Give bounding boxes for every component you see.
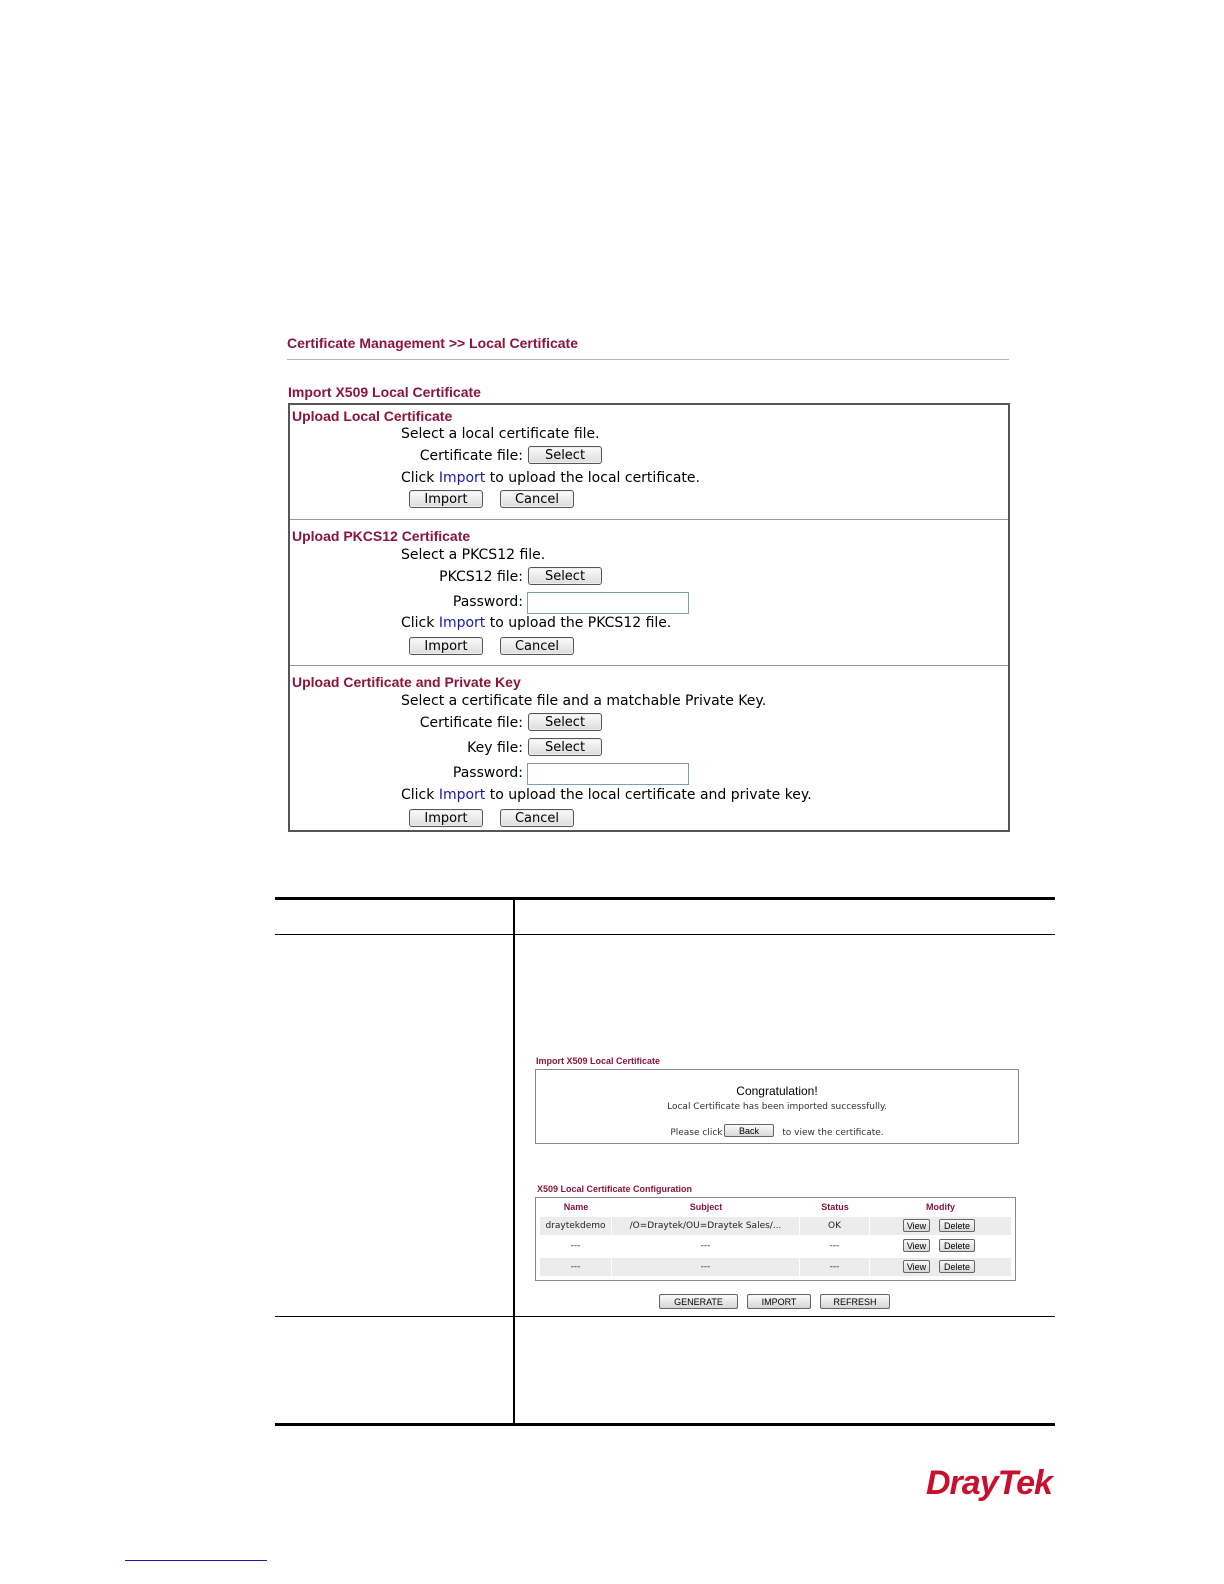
import-button[interactable]: Import (409, 637, 483, 655)
cell-subject: /O=Draytek/OU=Draytek Sales/... (612, 1217, 800, 1235)
cell-name: draytekdemo (540, 1217, 612, 1235)
column-header-subject: Subject (689, 1202, 723, 1212)
config-section-title: X509 Local Certificate Configuration (537, 1184, 693, 1194)
click-prefix: Click (401, 615, 435, 631)
upload-key-title: Upload Certificate and Private Key (292, 674, 521, 690)
select-cert-file-button[interactable]: Select (528, 446, 602, 464)
cancel-button[interactable]: Cancel (500, 490, 574, 508)
draytek-logo: DrayTek (926, 1464, 1052, 1502)
upload-local-section (290, 405, 1008, 519)
import-button[interactable]: Import (409, 490, 483, 508)
upload-pkcs12-click-text (401, 615, 671, 631)
upload-local-click-text (401, 470, 700, 486)
cell-status: --- (800, 1258, 870, 1276)
delete-button[interactable]: Delete (939, 1239, 975, 1252)
breadcrumb: Certificate Management >> Local Certificate (287, 335, 578, 351)
table-row (540, 1237, 1011, 1255)
upload-pkcs12-title: Upload PKCS12 Certificate (292, 528, 471, 544)
back-button[interactable]: Back (724, 1124, 774, 1137)
congrats-heading: Congratulation! (736, 1084, 818, 1098)
import-link: Import (438, 615, 486, 631)
column-header-status: Status (821, 1202, 849, 1212)
refresh-button[interactable]: REFRESH (820, 1294, 890, 1309)
congrats-message: Local Certificate has been imported successfully. (667, 1102, 887, 1112)
cert-file-label: Certificate file: (419, 715, 523, 731)
cell-status: OK (800, 1217, 870, 1235)
upload-key-section (290, 665, 1008, 831)
upload-key-instruction: Select a certificate file and a matchable Private Key. (401, 693, 767, 709)
upload-pkcs12-section (290, 519, 1008, 666)
upload-key-click-text (401, 787, 812, 803)
cell-subject: --- (700, 1241, 711, 1251)
table-column-divider (513, 897, 515, 1426)
table-bottom-rule (275, 1423, 1055, 1426)
pkcs12-file-label: PKCS12 file: (439, 569, 523, 585)
key-file-label: Key file: (467, 740, 523, 756)
table-top-rule (275, 897, 1055, 900)
column-header-name: Name (563, 1202, 589, 1212)
import-panel (288, 403, 1010, 832)
congrats-box (535, 1069, 1019, 1144)
click-prefix: Click (401, 470, 435, 486)
import-certificate-button[interactable]: IMPORT (747, 1294, 811, 1309)
key-password-label: Password: (452, 765, 523, 781)
congrats-back-line (536, 1128, 1018, 1138)
generate-button[interactable]: GENERATE (659, 1294, 738, 1309)
cancel-button[interactable]: Cancel (500, 637, 574, 655)
breadcrumb-divider (287, 359, 1009, 360)
table-row (540, 1217, 1011, 1235)
key-password-input[interactable] (527, 763, 689, 785)
footer-link-underline (125, 1560, 267, 1561)
view-button[interactable]: View (903, 1260, 930, 1273)
table-row-divider (275, 934, 1055, 935)
config-table (535, 1197, 1016, 1281)
upload-local-instruction: Select a local certificate file. (401, 426, 600, 442)
section-title: Import X509 Local Certificate (288, 384, 481, 400)
table-row (540, 1258, 1011, 1276)
cell-name: --- (570, 1241, 581, 1251)
select-key-file-button[interactable]: Select (528, 738, 602, 756)
click-suffix: to upload the local certificate. (489, 470, 700, 486)
import-button[interactable]: Import (409, 809, 483, 827)
pkcs12-password-label: Password: (452, 594, 523, 610)
upload-pkcs12-instruction: Select a PKCS12 file. (401, 547, 546, 563)
click-prefix: Click (401, 787, 435, 803)
congrats-section-title: Import X509 Local Certificate (536, 1056, 661, 1066)
select-cert-file-button[interactable]: Select (528, 713, 602, 731)
cell-name: --- (540, 1258, 612, 1276)
view-button[interactable]: View (903, 1239, 930, 1252)
pkcs12-password-input[interactable] (527, 592, 689, 614)
cell-status: --- (829, 1241, 840, 1251)
please-click-text: Please click (670, 1128, 723, 1138)
cell-subject: --- (612, 1258, 800, 1276)
import-link: Import (438, 470, 486, 486)
click-suffix: to upload the local certificate and private key. (489, 787, 812, 803)
import-link: Import (438, 787, 486, 803)
delete-button[interactable]: Delete (939, 1219, 975, 1232)
delete-button[interactable]: Delete (939, 1260, 975, 1273)
select-pkcs12-file-button[interactable]: Select (528, 567, 602, 585)
upload-local-title: Upload Local Certificate (292, 408, 453, 424)
table-row-divider (275, 1316, 1055, 1317)
cert-file-label: Certificate file: (419, 448, 523, 464)
cancel-button[interactable]: Cancel (500, 809, 574, 827)
view-button[interactable]: View (903, 1219, 930, 1232)
click-suffix: to upload the PKCS12 file. (489, 615, 672, 631)
column-header-modify: Modify (926, 1202, 955, 1212)
to-view-text: to view the certificate. (782, 1128, 884, 1138)
